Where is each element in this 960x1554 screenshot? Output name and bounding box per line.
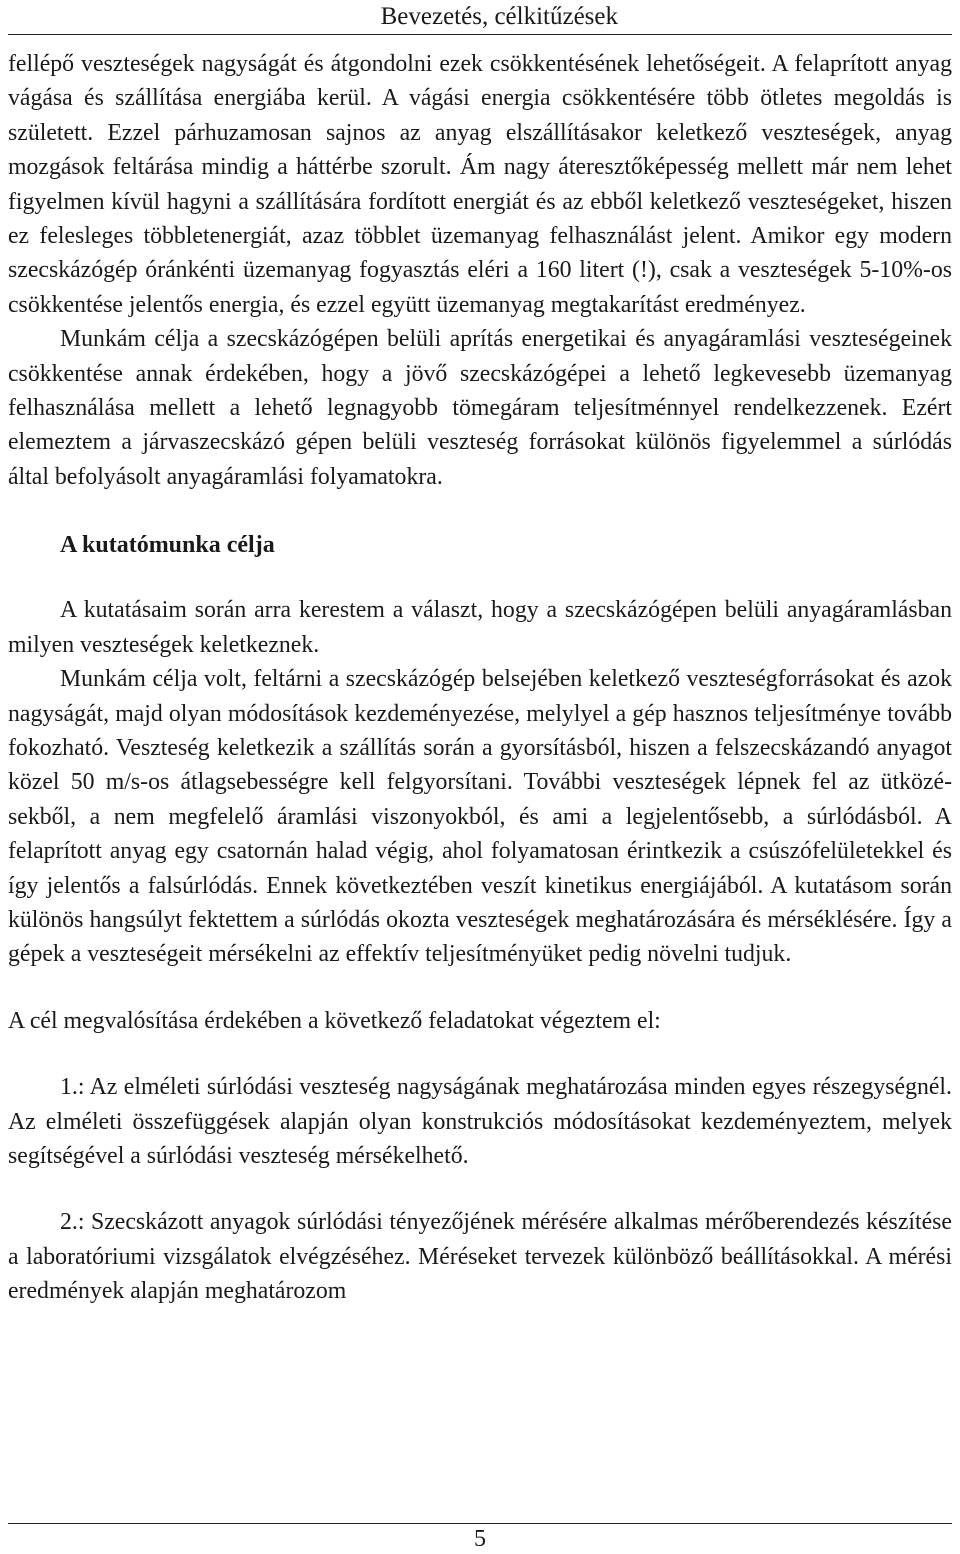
paragraph-research-detail: Munkám célja volt, feltárni a szecskázógép belsejében keletkező veszteségforrásokat és azok nagyságát, majd olyan módosítások kezdeményezése, melylyel a gép hasznos teljesítménye tovább fokozható. Veszteség keletkezik a szállítás során a gyorsításból, hiszen a felszecskázandó anyagot közel 50 m/s-os átlagsebességre kell felgyorsítani. További veszteségek lépnek fel az ütközésekből, a nem megfelelő áramlási viszonyokból, és ami a legjelentősebb, a súrlódásból. A felaprított anyag egy csatornán halad végig, ahol folyamatosan érintkezik a csúszófelületekkel és így jelentős a falsúrlódás. Ennek következtében veszít kinetikus energiájából. A kutatásom során különös hangsúlyt fektettem a súrlódás okozta veszteségek meghatározására és mérséklésére. Így a gépek a veszteségeit mérsékelni az effektív teljesítményüket pedig növelni tudjuk. [8, 666, 952, 968]
page-number: 5 [474, 1526, 486, 1552]
paragraph-tasks-intro: A cél megvalósítása érdekében a következő feladatokat végeztem el: [8, 1007, 661, 1034]
task-item-2: 2.: Szecskázott anyagok súrlódási tényezőjének mérésére alkalmas mérőberendezés készítése a laboratóriumi vizsgálatok elvégzéséhez. Méréseket tervezek különböző beállításokkal. A mérési eredmények alapján meghatározom [8, 1209, 952, 1305]
header-rule [8, 34, 952, 35]
paragraph-work-goal: Munkám célja a szecskázógépen belüli aprítás energetikai és anyagáramlási veszteségeinek csökkentése annak érdekében, hogy a jövő szecskázógépei a lehető legkevesebb üzemanyag felhasználása mellett a lehető legnagyobb tömegáram teljesítménnyel rendelkezzenek. Ezért elemeztem a járvaszecskázó gépen belüli veszteség forrásokat különös figyelemmel a súrlódás által befolyásolt anyagáramlási folyamatokra. [8, 326, 952, 490]
paragraph-losses-intro: fellépő veszteségek nagyságát és átgondolni ezek csökkentésének lehetőségeit. A felaprított anyag vágása és szállítása energiába kerül. A vágási energia csökkentésére több ötletes megoldás is született. Ezzel párhuzamosan sajnos az anyag elszállításakor keletkező veszteségek, anyag mozgások feltárása mindig a háttérbe szorult. Ám nagy áteresztőképesség mellett már nem lehet figyelmen kívül hagyni a szállítására fordított energiát és az ebből keletkező veszteségeket, hiszen ez felesleges többletenergiát, azaz többlet üzemanyag felhasználást jelent. Amikor egy modern szecskázógép óránkénti üzemanyag fogyasztás eléri a 160 litert (!), csak a veszteségek 5-10%-os csökkentése jelentős energia, és ezzel együtt üzemanyag megtakarítást eredményez. [8, 51, 952, 318]
task-item-1: 1.: Az elméleti súrlódási veszteség nagyságának meghatározása minden egyes részegységnél. Az elméleti összefüggések alapján olyan konstrukciós módosításokat kezdeményeztem, melyek segítségével a súrlódási veszteség mérsékelhető. [8, 1074, 952, 1169]
section-heading-research-goal: A kutatómunka célja [60, 532, 275, 559]
page-body [8, 47, 952, 1309]
paragraph-research-question: A kutatásaim során arra kerestem a választ, hogy a szecskázógépen belüli anyagáramlásban milyen veszteségek keletkeznek. [8, 597, 952, 658]
running-header-title: Bevezetés, célkitűzések [380, 3, 618, 30]
